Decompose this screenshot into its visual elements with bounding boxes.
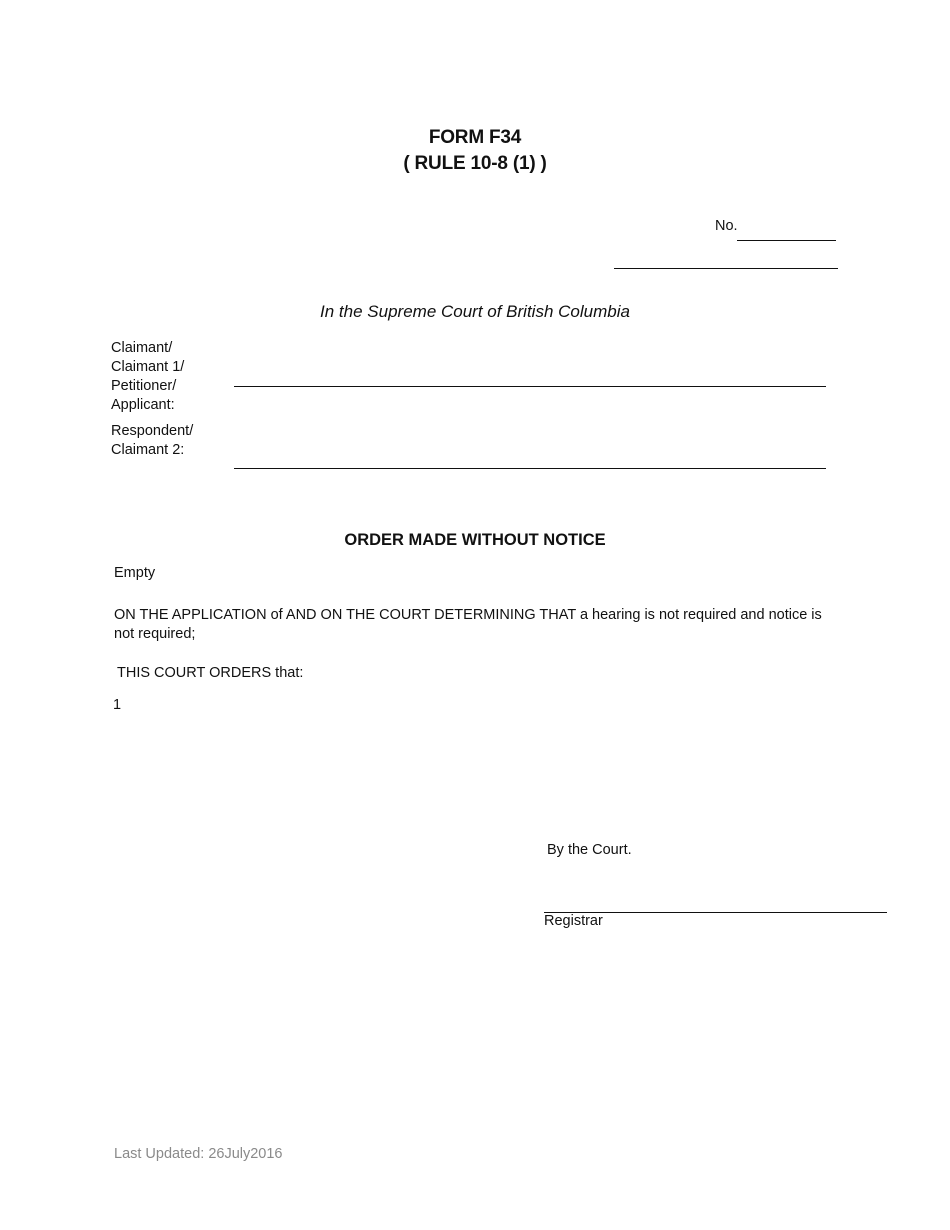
by-the-court: By the Court. bbox=[547, 842, 632, 858]
order-before: Empty bbox=[114, 565, 156, 581]
file-number-line bbox=[737, 240, 836, 241]
respondent-label-line: Respondent/ bbox=[111, 423, 194, 439]
order-item-number: 1 bbox=[113, 697, 122, 713]
order-heading: ORDER MADE WITHOUT NOTICE bbox=[344, 531, 606, 549]
respondent-label bbox=[111, 422, 193, 460]
claimant-label-line: Applicant: bbox=[111, 397, 175, 413]
claimant-line bbox=[234, 386, 826, 387]
claimant-label-line: Claimant 1/ bbox=[111, 359, 185, 375]
claimant-label-line: Claimant/ bbox=[111, 340, 173, 356]
respondent-line bbox=[234, 468, 826, 469]
form-rule: ( RULE 10-8 (1) ) bbox=[403, 153, 547, 174]
registry-line bbox=[614, 268, 838, 269]
court-name: In the Supreme Court of British Columbia bbox=[320, 302, 630, 321]
last-updated: Last Updated: 26July2016 bbox=[114, 1146, 283, 1162]
respondent-label-line: Claimant 2: bbox=[111, 442, 185, 458]
form-title: FORM F34 bbox=[428, 127, 522, 148]
registrar-label: Registrar bbox=[544, 913, 603, 929]
court-orders-text: THIS COURT ORDERS that: bbox=[117, 665, 304, 681]
application-text: ON THE APPLICATION of AND ON THE COURT DETERMINING THAT a hearing is not required and notice is not required; bbox=[114, 607, 822, 642]
file-number-label: No. bbox=[715, 218, 738, 234]
claimant-label bbox=[111, 339, 184, 415]
claimant-label-line: Petitioner/ bbox=[111, 378, 177, 394]
